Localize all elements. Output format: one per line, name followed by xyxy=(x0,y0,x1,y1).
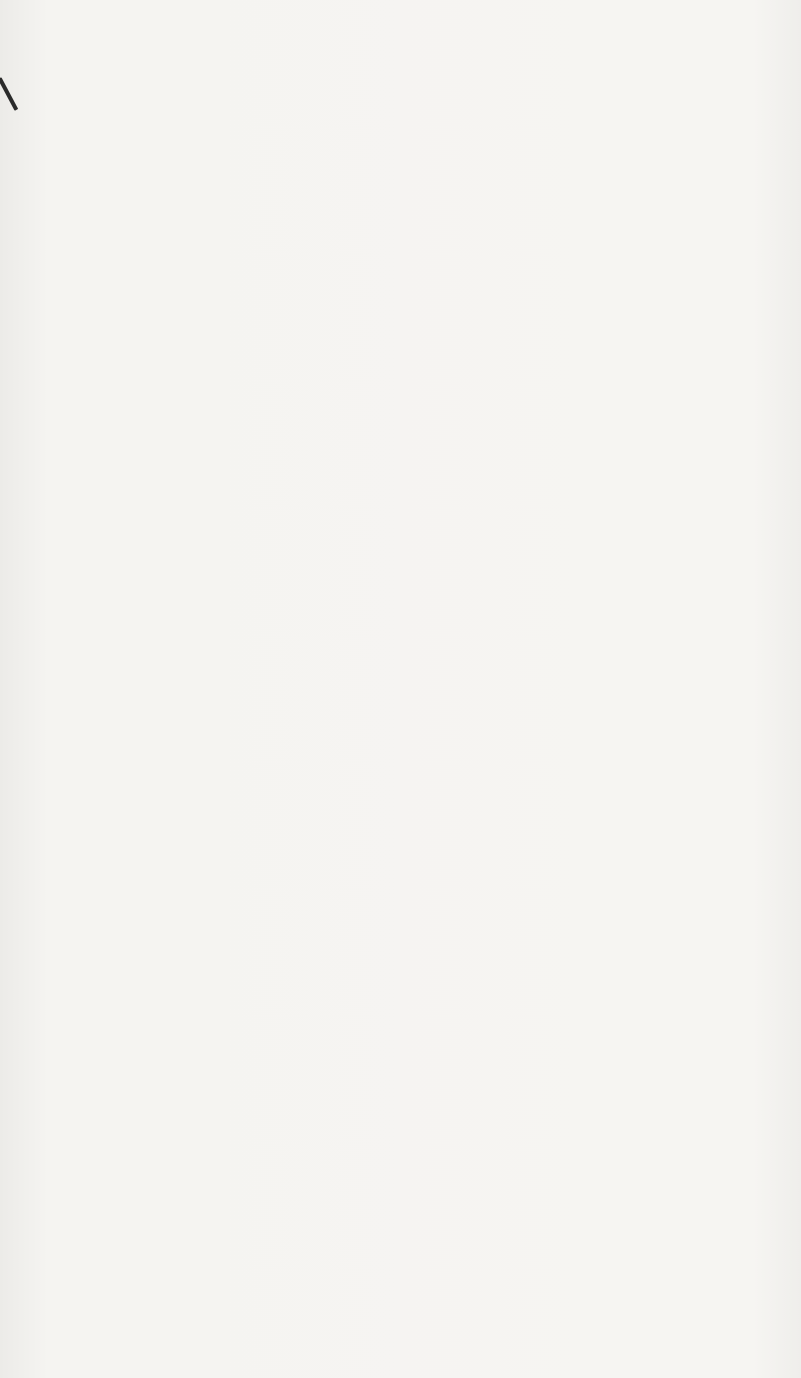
margin-mark xyxy=(0,77,18,111)
